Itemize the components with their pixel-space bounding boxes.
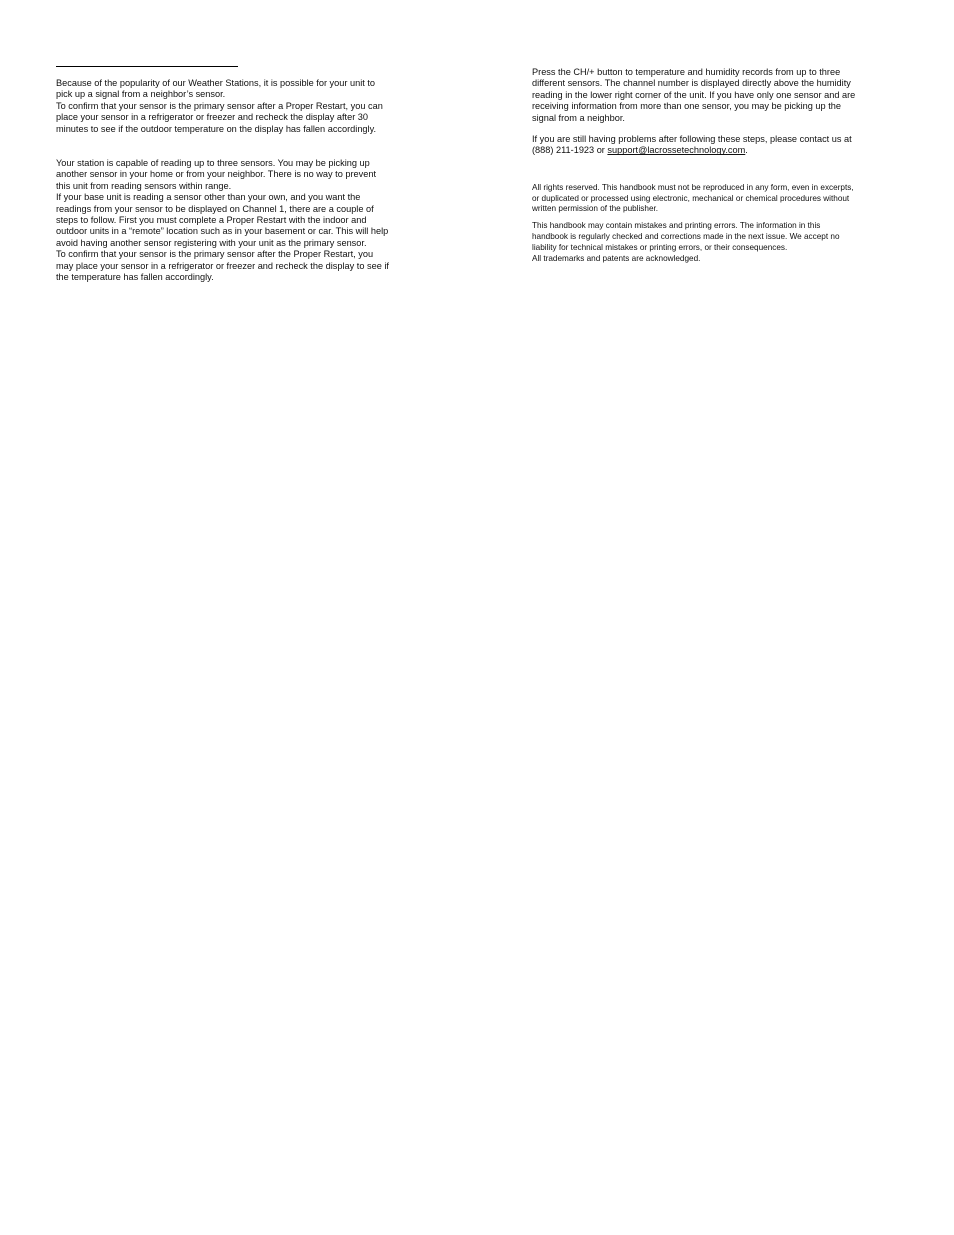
- contact-paragraph: [532, 134, 904, 157]
- channel-button-paragraph: Press the CH/+ button to temperature and humidity records from up to three different sensors. The channel number is displayed directly above the humidity reading in the lower right corner of the unit. If you have only one sensor and are receiving information from more than one sensor, you may be picking up the signal from a neighbor.: [532, 67, 856, 123]
- neighbor-signal-paragraph: Because of the popularity of our Weather Stations, it is possible for your unit to pick up a signal from a neighbor’s sensor. To confirm that your sensor is the primary sensor after a Proper Restart, you can place your sensor in a refrigerator or freezer and recheck the display after 30 minutes to see if the outdoor temperature on the display has fallen accordingly.: [56, 78, 383, 134]
- contact-text: If you are still having problems after following these steps, please contact us at (888) 211-1923 or: [532, 134, 852, 156]
- rights-reserved-notice: All rights reserved. This handbook must not be reproduced in any form, even in excerpts, or duplicated or processed using electronic, mechanical or chemical procedures without written permission of the publisher.: [532, 182, 854, 214]
- section-divider-line: [56, 66, 238, 67]
- multiple-sensors-paragraph: Your station is capable of reading up to three sensors. You may be picking up another sensor in your home or from your neighbor. There is no way to prevent this unit from reading sensors within range. If your base unit is reading a sensor other than your own, and you want the readings from your sensor to be displayed on Channel 1, there are a couple of steps to follow. First you must complete a Proper Restart with the indoor and outdoor units in a “remote” location such as in your basement or car. This will help avoid having another sensor registering with your unit as the primary sensor. To confirm that your sensor is the primary sensor after the Proper Restart, you may place your sensor in a refrigerator or freezer and recheck the display to see if the temperature has fallen accordingly.: [56, 158, 389, 283]
- right-column: [532, 67, 904, 264]
- errors-disclaimer: This handbook may contain mistakes and printing errors. The information in this handbook is regularly checked and corrections made in the next issue. We accept no liability for technical mistakes or printing errors, or their consequences. All trademarks and patents are acknowledged.: [532, 221, 840, 263]
- contact-end: .: [745, 145, 748, 156]
- left-column: [56, 78, 428, 284]
- support-email-link[interactable]: support@lacrossetechnology.com: [607, 145, 746, 156]
